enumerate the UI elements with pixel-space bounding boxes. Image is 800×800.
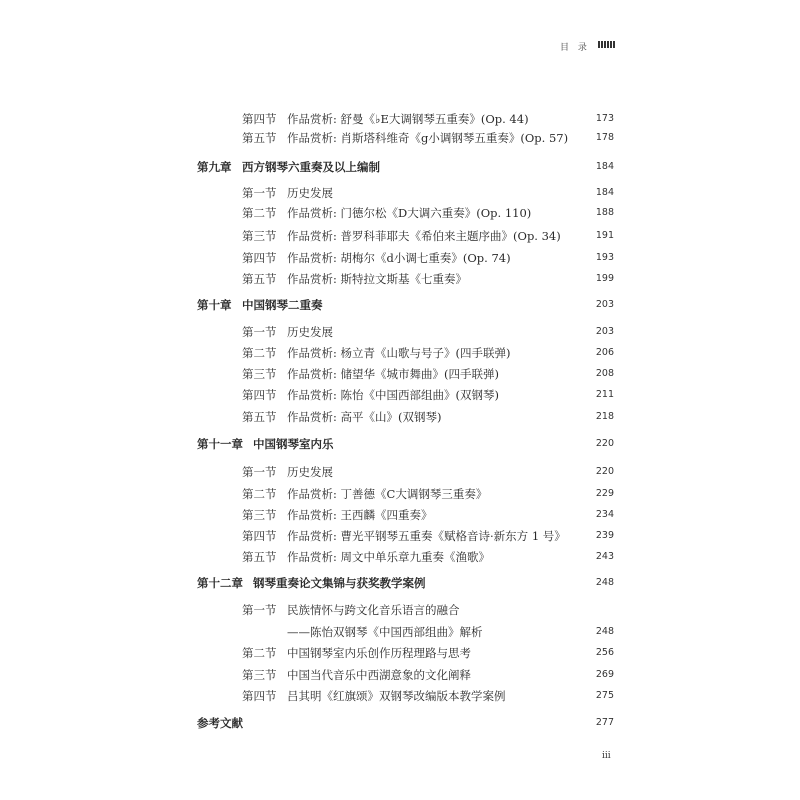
toc-entry-title: 作品赏析: 普罗科菲耶夫《希伯来主题序曲》(Op. 34) [287,229,561,243]
toc-chapter-entry [0,296,800,314]
toc-section-entry [0,548,800,566]
toc-page-number: 184 [595,187,614,198]
toc-entry-number: 第二节 [242,487,277,501]
toc-section-entry [0,687,800,705]
toc-entry-number: 第三节 [242,508,277,522]
toc-entry-title: 作品赏析: 舒曼《♭E大调钢琴五重奏》(Op. 44) [287,112,529,126]
toc-entry-number: 第二节 [242,206,277,220]
toc-entry-title: 作品赏析: 周文中单乐章九重奏《渔歌》 [287,550,491,564]
toc-section-entry [0,666,800,684]
toc-page-number: 256 [595,647,614,658]
toc-page-number: 220 [595,466,614,477]
toc-entry-number: 第十一章 [197,437,243,451]
toc-entry-title: 历史发展 [287,465,333,479]
toc-chapter-entry [0,714,800,732]
toc-section-entry [0,408,800,426]
toc-entry-number: 第十二章 [197,576,243,590]
toc-page-number: 206 [595,347,614,358]
toc-entry-title: 作品赏析: 门德尔松《D大调六重奏》(Op. 110) [287,206,532,220]
toc-section-entry [0,323,800,341]
toc-page-number: 277 [595,717,614,728]
toc-entry-title: 作品赏析: 胡梅尔《d小调七重奏》(Op. 74) [287,251,511,265]
toc-entry-title: 作品赏析: 曹光平钢琴五重奏《赋格音诗·新东方 1 号》 [287,529,566,543]
toc-section-entry [0,463,800,481]
toc-page-number: 178 [595,132,614,143]
toc-entry-number: 第一节 [242,186,277,200]
toc-entry-number: 第五节 [242,550,277,564]
running-header: 目 录 [560,43,590,53]
toc-entry-number: 第三节 [242,367,277,381]
toc-section-entry [0,506,800,524]
toc-entry-number: 第五节 [242,410,277,424]
toc-entry-number: 第一节 [242,603,277,617]
toc-page-number: 173 [595,113,614,124]
toc-entry-number: 第三节 [242,229,277,243]
toc-page-number: 229 [595,488,614,499]
toc-page-number: 203 [595,326,614,337]
toc-entry-number: 第一节 [242,325,277,339]
toc-entry-number: 第二节 [242,346,277,360]
toc-chapter-entry [0,435,800,453]
toc-page-number: 191 [595,230,614,241]
toc-page-number: 184 [595,161,614,172]
toc-page-number: 269 [595,669,614,680]
toc-entry-number: 第二节 [242,646,277,660]
toc-entry-title: 中国钢琴室内乐创作历程理路与思考 [287,646,471,660]
toc-entry-title: 作品赏析: 陈怡《中国西部组曲》(双钢琴) [287,388,500,402]
toc-entry-title: 作品赏析: 高平《山》(双钢琴) [287,410,442,424]
toc-page-number: 203 [595,299,614,310]
toc-entry-title: 民族情怀与跨文化音乐语言的融合 [287,603,460,617]
toc-page-number: 193 [595,252,614,263]
toc-page-number: 243 [595,551,614,562]
toc-page-number: 220 [595,438,614,449]
toc-entry-title: 中国钢琴室内乐 [253,437,334,451]
toc-chapter-entry [0,574,800,592]
toc-entry-number: 第三节 [242,668,277,682]
toc-page-number: 218 [595,411,614,422]
toc-entry-number: 参考文献 [197,716,243,730]
toc-page-number: 188 [595,207,614,218]
toc-entry-number: 第四节 [242,388,277,402]
toc-chapter-entry [0,158,800,176]
toc-section-entry [0,365,800,383]
toc-entry-title: 历史发展 [287,325,333,339]
toc-section-entry [0,344,800,362]
page-number: iii [602,751,611,761]
toc-entry-number: 第一节 [242,465,277,479]
toc-page-number: 275 [595,690,614,701]
toc-section-entry [0,601,800,619]
toc-section-entry [0,249,800,267]
toc-section-entry [0,110,800,128]
toc-section-entry [0,644,800,662]
toc-entry-title: 中国当代音乐中西湖意象的文化阐释 [287,668,471,682]
toc-entry-title: 作品赏析: 储望华《城市舞曲》(四手联弹) [287,367,500,381]
toc-entry-title: 西方钢琴六重奏及以上编制 [242,160,380,174]
toc-page-number: 234 [595,509,614,520]
header-ornament [598,41,615,48]
toc-entry-title: 历史发展 [287,186,333,200]
toc-section-entry [0,227,800,245]
toc-entry-number: 第五节 [242,272,277,286]
toc-section-entry [0,527,800,545]
toc-entry-number: 第四节 [242,112,277,126]
toc-entry-title: 作品赏析: 斯特拉文斯基《七重奏》 [287,272,468,286]
toc-page-number: 208 [595,368,614,379]
toc-page-number: 239 [595,530,614,541]
toc-page-number: 199 [595,273,614,284]
toc-entry-title: 作品赏析: 杨立青《山歌与号子》(四手联弹) [287,346,511,360]
toc-section-entry [0,129,800,147]
toc-entry-title: 作品赏析: 丁善德《C大调钢琴三重奏》 [287,487,488,501]
toc-section-entry [0,184,800,202]
toc-entry-number: 第四节 [242,529,277,543]
toc-entry-title: 作品赏析: 王西麟《四重奏》 [287,508,433,522]
toc-entry-number: 第四节 [242,251,277,265]
toc-entry-number: 第九章 [197,160,232,174]
toc-section-entry [0,623,800,641]
toc-entry-number: 第四节 [242,689,277,703]
toc-entry-title: 中国钢琴二重奏 [242,298,323,312]
toc-section-entry [0,204,800,222]
toc-page-number: 248 [595,626,614,637]
toc-entry-title: 吕其明《红旗颂》双钢琴改编版本教学案例 [287,689,506,703]
toc-entry-number: 第五节 [242,131,277,145]
toc-entry-title: 作品赏析: 肖斯塔科维奇《g小调钢琴五重奏》(Op. 57) [287,131,569,145]
toc-entry-number: 第十章 [197,298,232,312]
toc-section-entry [0,386,800,404]
toc-page-number: 211 [595,389,614,400]
toc-section-entry [0,485,800,503]
toc-page-number: 248 [595,577,614,588]
toc-section-entry [0,270,800,288]
toc-entry-title: 钢琴重奏论文集锦与获奖教学案例 [253,576,426,590]
toc-entry-title: ——陈怡双钢琴《中国西部组曲》解析 [287,625,483,639]
